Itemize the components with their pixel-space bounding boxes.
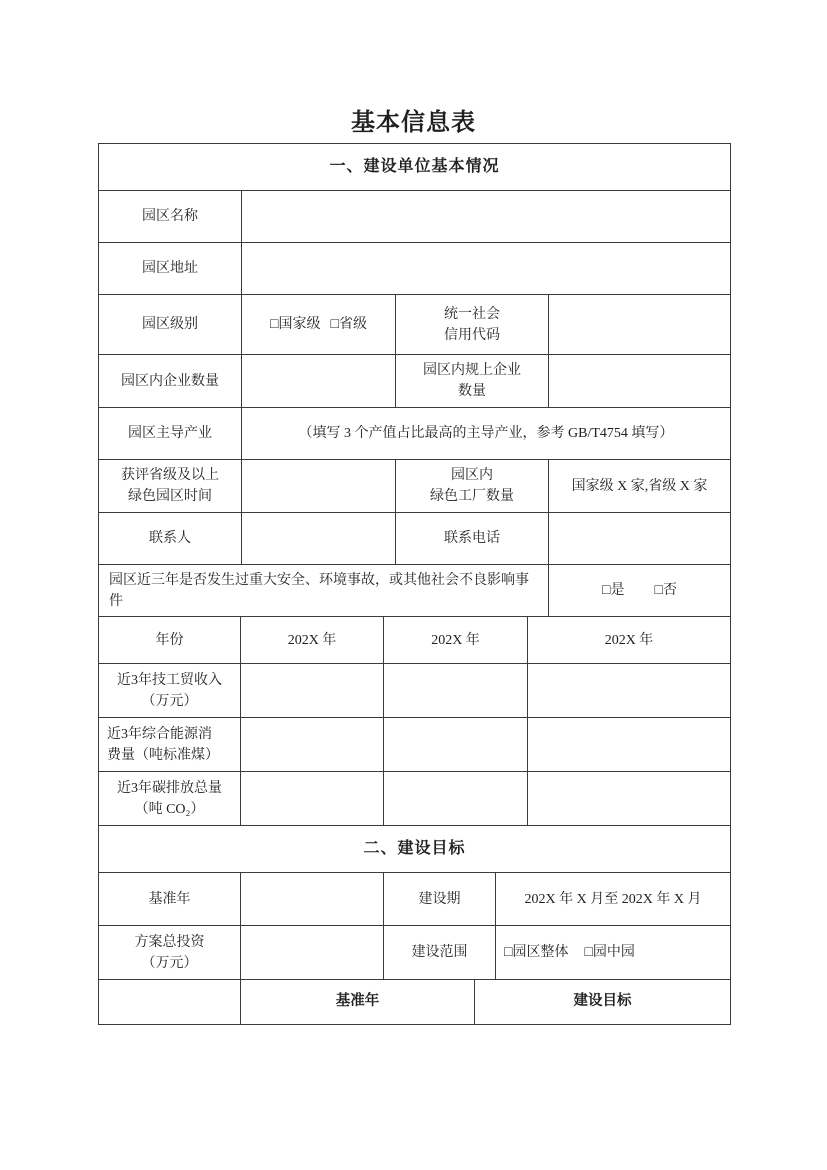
enterprise-count-input-cell[interactable] bbox=[242, 355, 396, 407]
green-factory-count-label bbox=[396, 460, 549, 512]
main-industry-label: 园区主导产业 bbox=[99, 408, 242, 459]
footer-target-header: 建设目标 bbox=[573, 993, 632, 1010]
main-industry-note-cell[interactable] bbox=[242, 408, 730, 459]
row-park-address bbox=[99, 243, 730, 295]
carbon-year3-input-cell[interactable] bbox=[528, 772, 730, 825]
investment-input-cell[interactable] bbox=[241, 926, 384, 979]
row-years bbox=[99, 617, 730, 664]
revenue-label-line1: 近3年技工贸收入 bbox=[117, 672, 222, 688]
green-factory-count-label-line2: 绿色工厂数量 bbox=[430, 489, 514, 504]
green-park-time-label-line1: 获评省级及以上 bbox=[121, 468, 219, 483]
park-address-label: 园区地址 bbox=[99, 243, 242, 294]
green-factory-count-value: 国家级 X 家,省级 X 家 bbox=[571, 478, 708, 494]
energy-year3-input-cell[interactable] bbox=[528, 718, 730, 771]
energy-label bbox=[99, 718, 241, 771]
green-factory-count-label-line1: 园区内 bbox=[451, 468, 493, 483]
period-label: 建设期 bbox=[384, 873, 496, 925]
green-park-time-input-cell[interactable] bbox=[242, 460, 396, 512]
investment-label-line2: （万元） bbox=[141, 955, 198, 971]
checkbox-scope-park-in-park[interactable]: □园中园 bbox=[584, 945, 635, 960]
green-factory-count-value-cell[interactable] bbox=[549, 460, 730, 512]
section2-header: 二、建设目标 bbox=[363, 840, 466, 857]
row-enterprise-count bbox=[99, 355, 730, 408]
green-park-time-label-line2: 绿色园区时间 bbox=[128, 489, 212, 504]
row-footer-headers bbox=[99, 980, 730, 1024]
year-label: 年份 bbox=[99, 617, 241, 663]
green-park-time-label bbox=[99, 460, 242, 512]
main-industry-note: （填写 3 个产值占比最高的主导产业，参考 GB/T4754 填写） bbox=[298, 426, 674, 441]
contact-label: 联系人 bbox=[99, 513, 242, 564]
contact-input-cell[interactable] bbox=[242, 513, 396, 564]
park-name-label: 园区名称 bbox=[99, 191, 242, 242]
checkbox-provincial-level[interactable]: □省级 bbox=[330, 317, 367, 332]
section2-header-row bbox=[99, 826, 730, 873]
row-energy bbox=[99, 718, 730, 772]
enterprise-count-label: 园区内企业数量 bbox=[99, 355, 242, 407]
incident-question-cell bbox=[99, 565, 549, 616]
phone-input-cell[interactable] bbox=[549, 513, 730, 564]
park-level-options-cell bbox=[242, 295, 396, 354]
carbon-year1-input-cell[interactable] bbox=[241, 772, 384, 825]
park-level-label: 园区级别 bbox=[99, 295, 242, 354]
row-base-year bbox=[99, 873, 730, 926]
revenue-year1-input-cell[interactable] bbox=[241, 664, 384, 717]
page-title: 基本信息表 bbox=[351, 109, 476, 136]
basic-info-table bbox=[98, 143, 731, 1025]
base-year-label: 基准年 bbox=[99, 873, 241, 925]
carbon-year2-input-cell[interactable] bbox=[384, 772, 528, 825]
footer-empty-cell bbox=[99, 980, 241, 1024]
energy-label-line2: 费量（吨标准煤） bbox=[107, 747, 219, 763]
credit-code-label bbox=[396, 295, 549, 354]
footer-base-year-header: 基准年 bbox=[241, 980, 475, 1024]
section1-header: 一、建设单位基本情况 bbox=[329, 158, 500, 175]
carbon-label-line2: （吨 CO₂） bbox=[134, 801, 205, 817]
reg-enterprise-count-label-line1: 园区内规上企业 bbox=[423, 363, 521, 378]
credit-code-input-cell[interactable] bbox=[549, 295, 730, 354]
revenue-label bbox=[99, 664, 241, 717]
year-2-cell[interactable]: 202X 年 bbox=[384, 617, 528, 663]
incident-question: 园区近三年是否发生过重大安全、环境事故，或其他社会不良影响事件 bbox=[109, 572, 529, 609]
phone-label: 联系电话 bbox=[396, 513, 549, 564]
reg-enterprise-count-input-cell[interactable] bbox=[549, 355, 730, 407]
incident-options-cell bbox=[549, 565, 730, 616]
reg-enterprise-count-label bbox=[396, 355, 549, 407]
park-name-input-cell[interactable] bbox=[242, 191, 730, 242]
credit-code-label-line2: 信用代码 bbox=[444, 327, 500, 343]
row-carbon bbox=[99, 772, 730, 826]
row-investment bbox=[99, 926, 730, 980]
revenue-year3-input-cell[interactable] bbox=[528, 664, 730, 717]
investment-label-line1: 方案总投资 bbox=[134, 934, 205, 950]
row-incident bbox=[99, 565, 730, 617]
scope-options-cell bbox=[496, 926, 730, 979]
carbon-label bbox=[99, 772, 241, 825]
row-green-park bbox=[99, 460, 730, 513]
year-3-cell[interactable]: 202X 年 bbox=[604, 632, 654, 648]
year-1-cell[interactable]: 202X 年 bbox=[241, 617, 384, 663]
period-value: 202X 年 X 月至 202X 年 X 月 bbox=[524, 891, 702, 907]
checkbox-incident-no[interactable]: □否 bbox=[654, 583, 677, 598]
credit-code-label-line1: 统一社会 bbox=[444, 306, 500, 322]
energy-year1-input-cell[interactable] bbox=[241, 718, 384, 771]
revenue-year2-input-cell[interactable] bbox=[384, 664, 528, 717]
revenue-label-line2: （万元） bbox=[141, 693, 198, 709]
row-contact bbox=[99, 513, 730, 565]
row-revenue bbox=[99, 664, 730, 718]
reg-enterprise-count-label-line2: 数量 bbox=[458, 384, 486, 399]
carbon-label-line1: 近3年碳排放总量 bbox=[117, 780, 222, 796]
investment-label bbox=[99, 926, 241, 979]
energy-label-line1: 近3年综合能源消 bbox=[107, 726, 212, 742]
park-address-input-cell[interactable] bbox=[242, 243, 730, 294]
base-year-input-cell[interactable] bbox=[241, 873, 384, 925]
energy-year2-input-cell[interactable] bbox=[384, 718, 528, 771]
checkbox-incident-yes[interactable]: □是 bbox=[602, 583, 625, 598]
checkbox-scope-whole-park[interactable]: □园区整体 bbox=[504, 945, 569, 960]
section1-header-row bbox=[99, 144, 730, 191]
row-park-level bbox=[99, 295, 730, 355]
scope-label: 建设范围 bbox=[384, 926, 496, 979]
row-main-industry bbox=[99, 408, 730, 460]
period-value-cell[interactable] bbox=[496, 873, 730, 925]
checkbox-national-level[interactable]: □国家级 bbox=[270, 317, 321, 332]
row-park-name bbox=[99, 191, 730, 243]
